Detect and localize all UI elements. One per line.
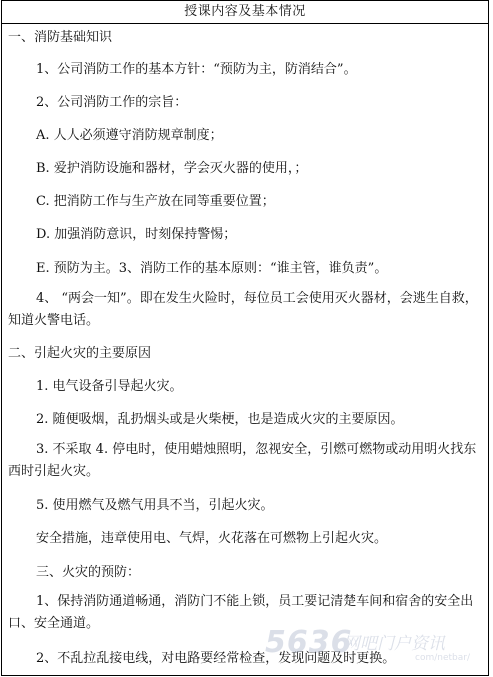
list-item-c: C. 把消防工作与生产放在同等重要位置；	[36, 194, 275, 209]
document-table	[1, 0, 489, 676]
prevention-item-2: 2、不乱拉乱接电线，对电路要经常检查，发现问题及时更换。	[36, 651, 396, 666]
list-item-e: E. 预防为主。3、消防工作的基本原则：“谁主管，谁负责”。	[36, 261, 388, 276]
paragraph-policy: 1、公司消防工作的基本方针：“预防为主，防消结合”。	[36, 62, 357, 77]
list-item-d: D. 加强消防意识，时刻保持警惕；	[36, 227, 237, 242]
cause-item-2: 2. 随便吸烟，乱扔烟头或是火柴梗，也是造成火灾的主要原因。	[36, 412, 404, 427]
watermark-url: com/netbar/	[415, 653, 470, 663]
cause-item-5: 5. 使用燃气及燃气用具不当，引起火灾。	[36, 498, 274, 513]
cause-item-3: 3. 不采取 4. 停电时，使用蜡烛照明，忽视安全，引燃可燃物或动用明火找东西时引起火灾。	[8, 442, 477, 479]
section-heading-1: 一、消防基础知识	[8, 30, 113, 45]
list-item-b: B. 爱护消防设施和器材，学会灭火器的使用，；	[36, 161, 308, 176]
watermark-label: 网吧门户资讯	[343, 634, 445, 654]
paragraph-safety: 安全措施，违章使用电、气焊，火花落在可燃物上引起火灾。	[36, 531, 388, 546]
list-item-a: A. 人人必须遵守消防规章制度；	[36, 128, 223, 143]
watermark-number: 5636	[265, 625, 353, 660]
paragraph-two-knows: 4、 “两会一知”。即在发生火险时，每位员工会使用灭火器材，会逃生自救，知道火警电话。	[8, 291, 478, 328]
prevention-item-1: 1、保持消防通道畅通，消防门不能上锁，员工要记清楚车间和宿舍的安全出口、安全通道。	[8, 594, 474, 631]
cause-item-1: 1. 电气设备引导起火灾。	[36, 379, 183, 394]
table-header: 授课内容及基本情况	[2, 1, 488, 24]
section-heading-2: 二、引起火灾的主要原因	[8, 346, 152, 361]
paragraph-purpose: 2、公司消防工作的宗旨：	[36, 95, 188, 110]
section-heading-3: 三、火灾的预防：	[36, 565, 141, 580]
